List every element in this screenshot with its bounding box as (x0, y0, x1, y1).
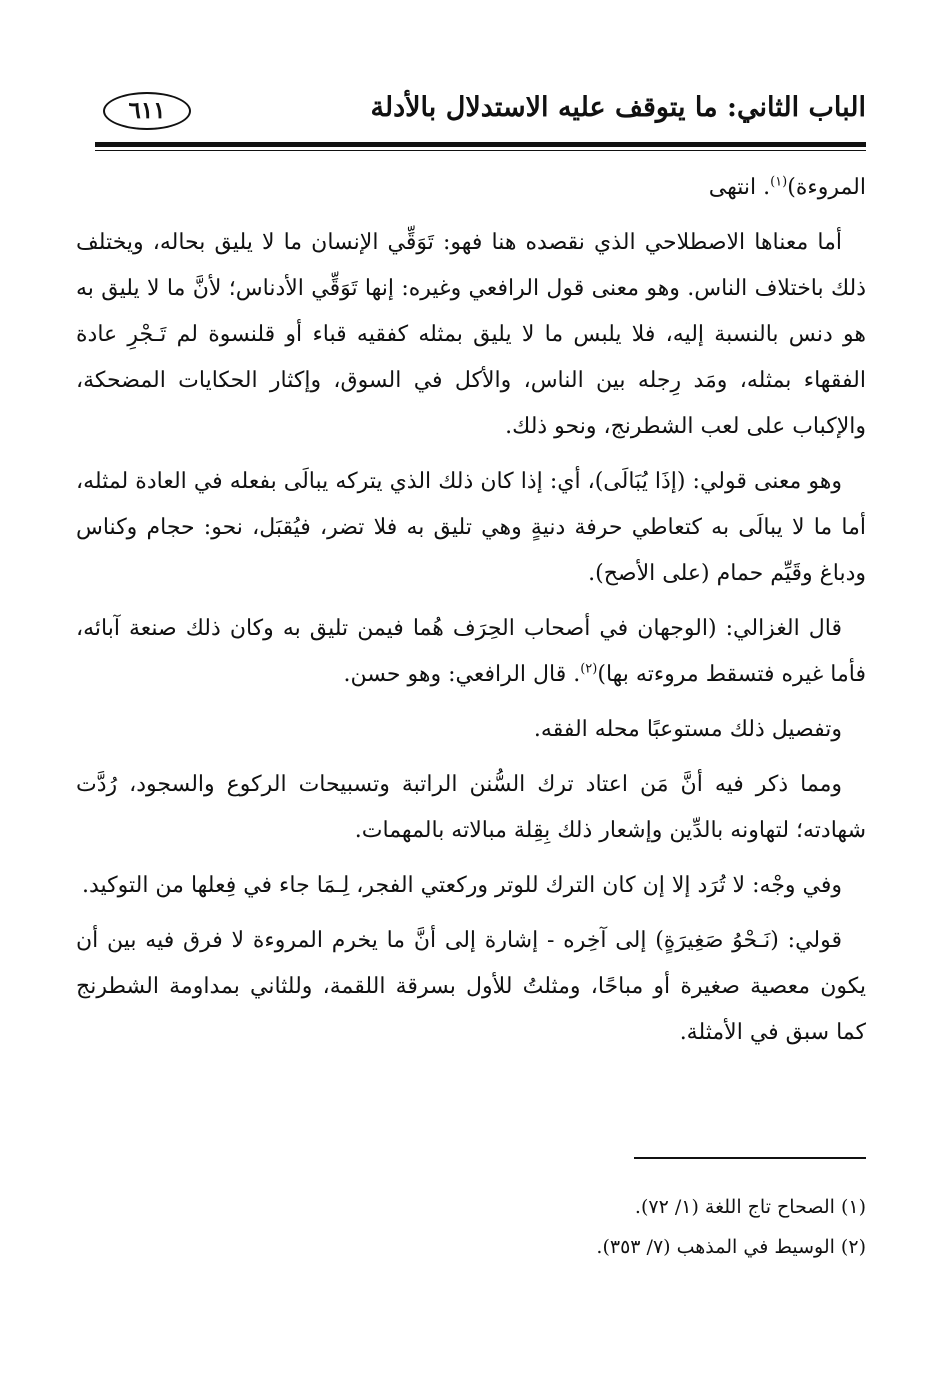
footnote: (٢) الوسيط في المذهب (٧/ ٣٥٣). (596, 1236, 866, 1258)
footnotes (95, 1187, 866, 1267)
paragraph: وفي وجْه: لا تُرَد إلا إن كان الترك للوتر وركعتي الفجر، لِـمَا جاء في فِعلها من التوكيد. (81, 873, 842, 898)
header-rule-thick (95, 142, 866, 147)
header-rule-thin (95, 150, 866, 151)
paragraph: وهو معنى قولي: (إذَا يُبَالَى)، أي: إذا كان ذلك الذي يتركه يبالَى بفعله في العادة لمثله، أما ما لا يبالَى به كتعاطي حرفة دنيةٍ وهي تليق به فلا تضر، فيُقبَل، نحو: حجام وكناس ودباغ وقَيِّم حمام (على الأصح). (76, 469, 866, 586)
paragraph: ومما ذكر فيه أنَّ مَن اعتاد ترك السُّنن الراتبة وتسبيحات الركوع والسجود، رُدَّت شهادته؛ لتهاونه بالدِّين وإشعار ذلك بِقِلة مبالاته بالمهمات. (76, 772, 866, 843)
footnote-reference[interactable]: (١) (770, 174, 788, 190)
paragraph (76, 606, 866, 698)
page-number-badge: ٦١١ (103, 92, 191, 130)
footnote-reference[interactable]: (٢) (580, 661, 598, 677)
page-header (95, 86, 866, 142)
paragraph-text: . قال الرافعي: وهو حسن. (343, 662, 581, 687)
chapter-title: الباب الثاني: ما يتوقف عليه الاستدلال بالأدلة (370, 92, 866, 123)
paragraph (76, 165, 866, 211)
main-text (76, 165, 866, 1065)
paragraph: قولي: (نَـحْوُ صَغِيرَةٍ) إلى آخِره - إشارة إلى أنَّ ما يخرم المروءة لا فرق فيه بين أن يكون معصية صغيرة أو مباحًا، ومثلتُ للأول بسرقة اللقمة، وللثاني بمداومة الشطرنج كما سبق في الأمثلة. (76, 928, 866, 1045)
paragraph: أما معناها الاصطلاحي الذي نقصده هنا فهو: تَوَقِّي الإنسان ما لا يليق بحاله، ويختلف ذلك باختلاف الناس. وهو معنى قول الرافعي وغيره: إنها تَوَقِّي الأدناس؛ لأنَّ ما لا يليق به هو دنس بالنسبة إليه، فلا يلبس ما لا يليق بمثله كفقيه قباء أو قلنسوة لم تَـجْرِ عادة الفقهاء بمثله، ومَد رِجله بين الناس، والأكل في السوق، وإكثار الحكايات المضحكة، والإكباب على لعب الشطرنج، ونحو ذلك. (76, 230, 866, 439)
paragraph-text: قال الغزالي: (الوجهان في أصحاب الحِرَف هُما فيمن تليق به وكان ذلك صنعة آبائه، فأما غيره فتسقط مروءته بها) (76, 616, 866, 687)
footnote-separator (634, 1157, 866, 1159)
paragraph-text: . انتهى (708, 175, 771, 200)
paragraph-text: المروءة) (787, 175, 866, 200)
footnote: (١) الصحاح تاج اللغة (١/ ٧٢). (634, 1196, 866, 1218)
paragraph: وتفصيل ذلك مستوعبًا محله الفقه. (533, 717, 842, 742)
